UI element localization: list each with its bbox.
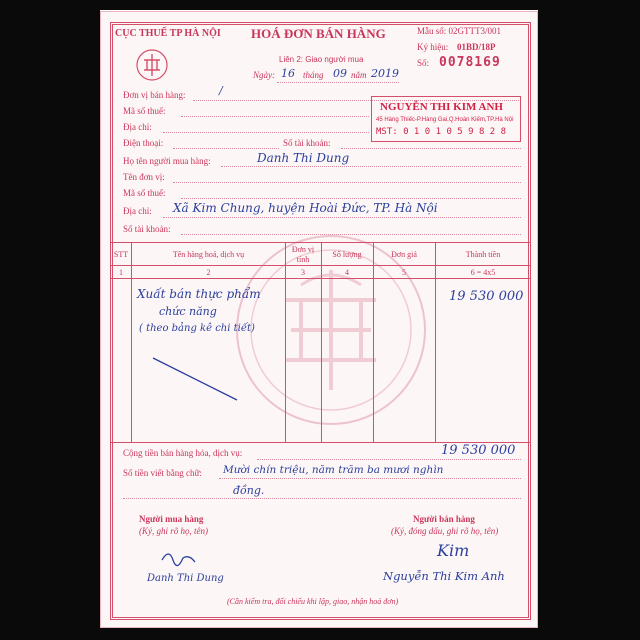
table-colnum-4: 4: [345, 268, 349, 277]
seller-signature-title: Người bán hàng: [413, 514, 475, 524]
buyer-name-line: [221, 166, 521, 167]
invoice-number: 0078169: [439, 55, 501, 70]
photo-border-right: [538, 0, 640, 640]
seller-address-label: Địa chỉ:: [123, 122, 152, 132]
photo-border-left: [0, 0, 100, 640]
date-month: 09: [333, 67, 347, 80]
seller-tax-line: [181, 116, 369, 117]
strike-out-line: [151, 354, 241, 404]
date-underline: [277, 82, 399, 83]
buyer-signature: [159, 546, 199, 570]
buyer-signature-title: Người mua hàng: [139, 514, 204, 524]
words-label: Số tiền viết bằng chữ:: [123, 468, 202, 478]
buyer-name-label: Họ tên người mua hàng:: [123, 156, 211, 166]
date-month-label: tháng: [303, 70, 324, 80]
buyer-name: Danh Thi Dung: [257, 151, 350, 165]
table-colnum-1: 1: [119, 268, 123, 277]
table-header-amount: Thành tiền: [465, 250, 501, 259]
table-header-unit: Đơn vị tính: [291, 245, 315, 264]
issuer-emblem-icon: [135, 48, 169, 82]
table-colnum-2: 2: [206, 268, 211, 277]
stamp-tax-code: MST: 0 1 0 1 0 5 9 8 2 8: [376, 127, 507, 137]
table-colnum-6: 6 = 4x5: [470, 268, 496, 277]
seller-signature: Kim: [437, 541, 470, 560]
emblem-watermark: [231, 230, 431, 430]
buyer-tax-label: Mã số thuế:: [123, 188, 166, 198]
seller-tax-label: Mã số thuế:: [123, 106, 166, 116]
total-label: Cộng tiền bán hàng hóa, dịch vụ:: [123, 448, 243, 458]
buyer-address-line: [163, 217, 521, 218]
item-description-line2: chức năng: [159, 305, 217, 318]
amount-in-words-line2: đồng.: [233, 484, 265, 497]
seller-account-label: Số tài khoản:: [283, 138, 331, 148]
seller-phone-line: [173, 148, 279, 149]
buyer-address: Xã Kim Chung, huyện Hoài Đức, TP. Hà Nội: [173, 201, 438, 215]
buyer-account-label: Số tài khoản:: [123, 224, 171, 234]
words-line-1: [219, 478, 521, 479]
seller-stamp: [371, 96, 521, 142]
item-description-line1: Xuất bán thực phẩm: [137, 287, 261, 301]
seller-unit-label: Đơn vị bán hàng:: [123, 90, 186, 100]
seller-address-line: [163, 132, 369, 133]
buyer-unit-line: [173, 182, 521, 183]
number-label: Số:: [417, 58, 430, 68]
invoice-sheet: [100, 11, 538, 628]
symbol-value: 01BD/18P: [457, 42, 496, 52]
invoice-title: HOÁ ĐƠN BÁN HÀNG: [251, 26, 386, 41]
date-day: 16: [281, 67, 295, 80]
seller-signature-hint: (Ký, đóng dấu, ghi rõ họ, tên): [391, 526, 499, 536]
amount-in-words-line1: Mười chín triệu, năm trăm ba mươi nghìn: [223, 464, 444, 476]
table-header-price: Đơn giá: [391, 250, 417, 259]
copy-label: Liên 2: Giao người mua: [279, 55, 364, 64]
table-header-qty: Số lượng: [332, 250, 362, 259]
total-line: [257, 459, 521, 460]
seller-phone-label: Điện thoại:: [123, 138, 164, 148]
symbol-label: Ký hiệu:: [417, 42, 449, 52]
form-number: Mẫu số: 02GTTT3/001: [417, 26, 501, 36]
issuer-name: CỤC THUẾ TP HÀ NỘI: [115, 28, 221, 39]
item-amount: 19 530 000: [449, 289, 524, 304]
table-header-name: Tên hàng hoá, dịch vụ: [172, 250, 245, 259]
date-prefix: Ngày:: [253, 70, 275, 80]
seller-signature-name: Nguyễn Thi Kim Anh: [383, 569, 505, 583]
buyer-unit-label: Tên đơn vị:: [123, 172, 165, 182]
buyer-signature-name: Danh Thi Dung: [147, 573, 224, 584]
buyer-account-line: [181, 234, 521, 235]
table-colnum-5: 5: [402, 268, 406, 277]
words-line-2: [123, 498, 521, 499]
date-year: 2019: [371, 67, 399, 80]
table-colnum-3: 3: [301, 268, 305, 277]
buyer-signature-hint: (Ký, ghi rõ họ, tên): [139, 526, 208, 536]
buyer-tax-line: [181, 198, 521, 199]
check-note: (Cần kiểm tra, đối chiếu khi lập, giao, nhận hoá đơn): [227, 597, 399, 606]
stamp-address: 45 Hàng Thiếc-P.Hàng Gai,Q.Hoàn Kiếm,TP.Hà Nội: [376, 117, 514, 123]
date-year-label: năm: [351, 70, 367, 80]
seller-unit-mark: /: [219, 84, 223, 97]
total-amount: 19 530 000: [441, 443, 516, 458]
stamp-name: NGUYỄN THI KIM ANH: [380, 101, 503, 113]
table-header-stt: STT: [113, 250, 129, 259]
buyer-address-label: Địa chỉ:: [123, 206, 152, 216]
seller-account-line: [341, 148, 521, 149]
item-description-line3: ( theo bảng kê chi tiết): [139, 323, 255, 334]
